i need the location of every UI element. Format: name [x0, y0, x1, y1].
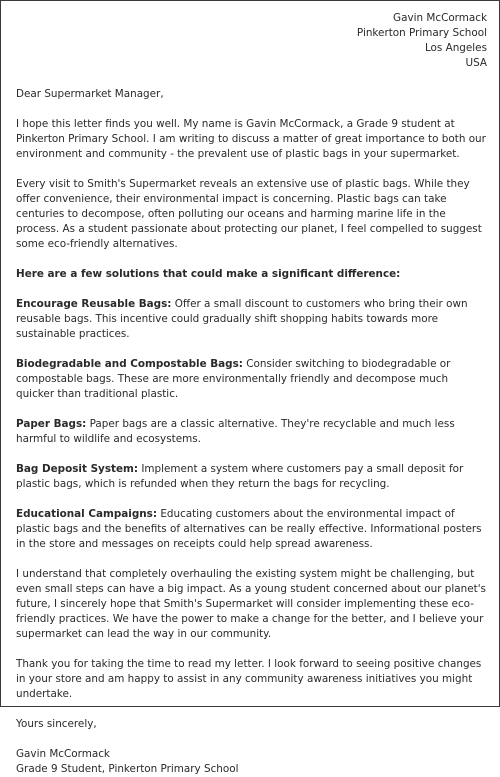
solution-title: Biodegradable and Compostable Bags:	[16, 358, 243, 370]
signature-title: Grade 9 Student, Pinkerton Primary School	[16, 763, 239, 775]
problem-paragraph: Every visit to Smith's Supermarket reveals an extensive use of plastic bags. While they offer convenience, their environmental impact is concerning. Plastic bags can take centuries to decompose, often polluting our oceans and harming marine life in the process. As a student passionate about protecting our planet, I feel compelled to suggest some eco-friendly alternatives.	[16, 178, 482, 250]
solution-item	[16, 462, 487, 492]
solution-text: Offer a small discount to customers who bring their own reusable bags. This incentive could gradually shift shopping habits towards more sustainable practices.	[16, 298, 468, 340]
solution-text: Implement a system where customers pay a small deposit for plastic bags, which is refunded when they return the bags for recycling.	[16, 463, 464, 490]
solution-title: Encourage Reusable Bags:	[16, 298, 172, 310]
sender-address	[16, 11, 487, 71]
solution-item	[16, 507, 487, 552]
solution-text: Educating customers about the environmental impact of plastic bags and the benefits of alternatives can be really effective. Informational posters in the store and messages on receipts could help spread awareness.	[16, 508, 482, 550]
signature-name: Gavin McCormack	[16, 748, 110, 760]
solution-title: Paper Bags:	[16, 418, 87, 430]
greeting: Dear Supermarket Manager,	[16, 88, 164, 100]
sender-name: Gavin McCormack	[393, 12, 487, 24]
sender-country: USA	[465, 57, 487, 69]
solution-text: Consider switching to biodegradable or compostable bags. These are more environmentally friendly and decompose much quicker than traditional plastic.	[16, 358, 451, 400]
intro-paragraph: I hope this letter finds you well. My name is Gavin McCormack, a Grade 9 student at Pinkerton Primary School. I am writing to discuss a matter of great importance to both our environment and community - the prevalent use of plastic bags in your supermarket.	[16, 118, 486, 160]
closing-line: Yours sincerely,	[16, 718, 97, 730]
solution-item	[16, 297, 487, 342]
solution-item	[16, 417, 487, 447]
solution-text: Paper bags are a classic alternative. They're recyclable and much less harmful to wildlife and ecosystems.	[16, 418, 455, 445]
conclusion-paragraph: I understand that completely overhauling the existing system might be challenging, but even small steps can have a big impact. As a young student concerned about our planet's future, I sincerely hope that Smith's Supermarket will consider implementing these eco-friendly practices. We have the power to make a change for the better, and I believe your supermarket can lead the way in our community.	[16, 568, 486, 640]
letter-body	[16, 11, 487, 777]
solution-title: Bag Deposit System:	[16, 463, 139, 475]
solution-item	[16, 357, 487, 402]
signature-block	[16, 747, 487, 777]
solutions-heading: Here are a few solutions that could make a significant difference:	[16, 268, 401, 280]
solution-title: Educational Campaigns:	[16, 508, 158, 520]
sender-city: Los Angeles	[424, 42, 487, 54]
sender-school: Pinkerton Primary School	[356, 27, 487, 39]
thanks-paragraph: Thank you for taking the time to read my letter. I look forward to seeing positive changes in your store and am happy to assist in any community awareness initiatives you might undertake.	[16, 658, 482, 700]
